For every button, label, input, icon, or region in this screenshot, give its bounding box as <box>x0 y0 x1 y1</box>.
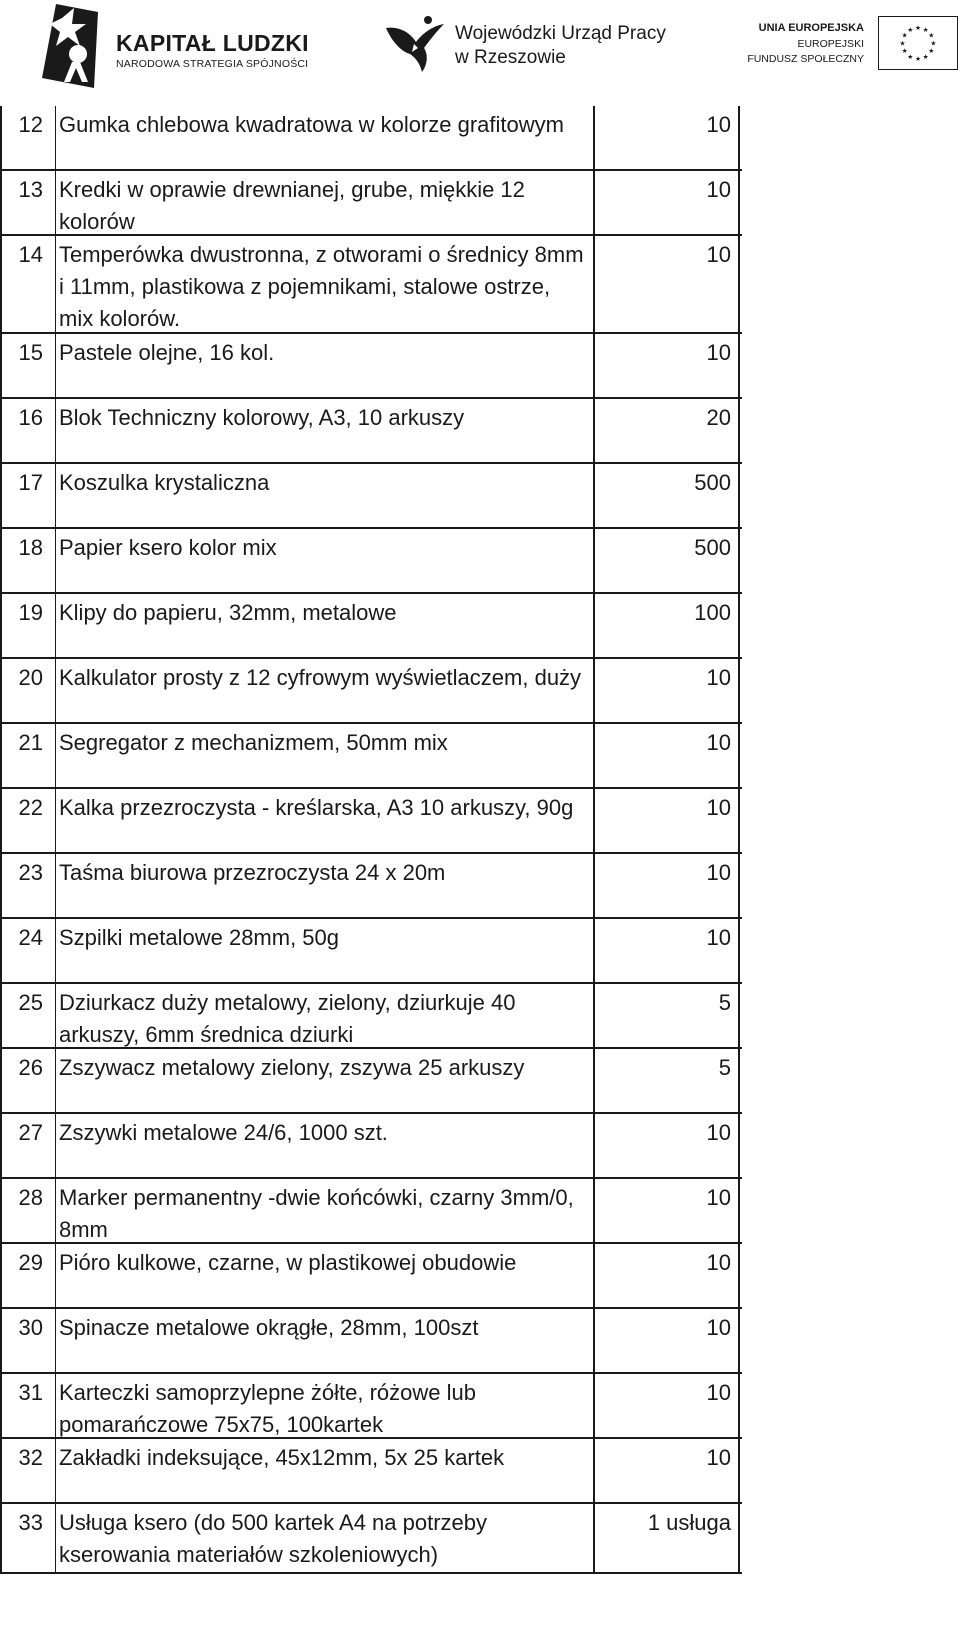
item-quantity: 5 <box>593 1049 740 1112</box>
item-number: 23 <box>0 854 55 917</box>
item-name: Marker permanentny -dwie końcówki, czarny 3mm/0, 8mm <box>55 1179 593 1242</box>
svg-text:★: ★ <box>901 32 908 40</box>
item-name: Zszywki metalowe 24/6, 1000 szt. <box>55 1114 593 1177</box>
kapital-ludzki-subtitle: NARODOWA STRATEGIA SPÓJNOŚCI <box>116 58 309 70</box>
table-row <box>0 1244 742 1309</box>
table-row <box>0 724 742 789</box>
item-quantity: 1 usługa <box>593 1504 740 1572</box>
table-row <box>0 236 742 334</box>
kapital-ludzki-emblem-icon <box>42 4 100 88</box>
item-number: 33 <box>0 1504 55 1572</box>
table-row <box>0 399 742 464</box>
item-name: Koszulka krystaliczna <box>55 464 593 527</box>
item-number: 16 <box>0 399 55 462</box>
svg-text:★: ★ <box>914 55 922 63</box>
table-body <box>0 106 742 1574</box>
table-row <box>0 1374 742 1439</box>
item-number: 15 <box>0 334 55 397</box>
item-number: 30 <box>0 1309 55 1372</box>
item-quantity: 10 <box>593 334 740 397</box>
item-quantity: 10 <box>593 1374 740 1437</box>
table-row <box>0 464 742 529</box>
wup-rzeszow-logo <box>384 14 684 80</box>
table-row <box>0 106 742 171</box>
item-number: 26 <box>0 1049 55 1112</box>
table-row <box>0 1049 742 1114</box>
svg-text:★: ★ <box>928 48 935 56</box>
kapital-ludzki-logo <box>40 4 340 88</box>
svg-text:★: ★ <box>930 40 937 48</box>
eu-flag-icon <box>878 16 958 70</box>
item-number: 28 <box>0 1179 55 1242</box>
item-quantity: 5 <box>593 984 740 1047</box>
item-quantity: 10 <box>593 854 740 917</box>
table-row <box>0 1309 742 1374</box>
item-number: 29 <box>0 1244 55 1307</box>
item-name: Temperówka dwustronna, z otworami o średnicy 8mm i 11mm, plastikowa z pojemnikami, stalowe ostrze, mix kolorów. <box>55 236 593 332</box>
item-quantity: 500 <box>593 464 740 527</box>
item-number: 20 <box>0 659 55 722</box>
item-number: 21 <box>0 724 55 787</box>
item-name: Pastele olejne, 16 kol. <box>55 334 593 397</box>
item-number: 27 <box>0 1114 55 1177</box>
svg-text:★: ★ <box>922 53 929 61</box>
item-quantity: 10 <box>593 659 740 722</box>
eu-logo <box>747 14 960 74</box>
item-number: 12 <box>0 106 55 169</box>
eu-title: UNIA EUROPEJSKA <box>758 22 864 34</box>
page-header <box>0 0 960 100</box>
item-number: 17 <box>0 464 55 527</box>
svg-text:★: ★ <box>914 25 922 32</box>
item-name: Kalka przezroczysta - kreślarska, A3 10 arkuszy, 90g <box>55 789 593 852</box>
item-name: Usługa ksero (do 500 kartek A4 na potrzeby kserowania materiałów szkoleniowych) <box>55 1504 593 1572</box>
item-number: 22 <box>0 789 55 852</box>
item-number: 14 <box>0 236 55 332</box>
svg-text:★: ★ <box>907 27 914 35</box>
item-name: Gumka chlebowa kwadratowa w kolorze grafitowym <box>55 106 593 169</box>
kapital-ludzki-title: KAPITAŁ LUDZKI <box>116 30 309 56</box>
item-number: 31 <box>0 1374 55 1437</box>
item-name: Papier ksero kolor mix <box>55 529 593 592</box>
item-name: Spinacze metalowe okrągłe, 28mm, 100szt <box>55 1309 593 1372</box>
wup-name-line1: Wojewódzki Urząd Pracy <box>455 23 666 44</box>
item-name: Kalkulator prosty z 12 cyfrowym wyświetlaczem, duży <box>55 659 593 722</box>
item-quantity: 10 <box>593 171 740 234</box>
item-number: 32 <box>0 1439 55 1502</box>
item-name: Dziurkacz duży metalowy, zielony, dziurkuje 40 arkuszy, 6mm średnica dziurki <box>55 984 593 1047</box>
table-row <box>0 854 742 919</box>
svg-text:★: ★ <box>907 53 914 61</box>
item-name: Karteczki samoprzylepne żółte, różowe lub pomarańczowe 75x75, 100kartek <box>55 1374 593 1437</box>
table-row <box>0 1114 742 1179</box>
item-name: Zszywacz metalowy zielony, zszywa 25 arkuszy <box>55 1049 593 1112</box>
item-quantity: 10 <box>593 236 740 332</box>
item-name: Szpilki metalowe 28mm, 50g <box>55 919 593 982</box>
item-quantity: 20 <box>593 399 740 462</box>
item-name: Segregator z mechanizmem, 50mm mix <box>55 724 593 787</box>
item-number: 19 <box>0 594 55 657</box>
bird-emblem-icon <box>384 14 446 74</box>
item-quantity: 10 <box>593 1179 740 1242</box>
item-quantity: 100 <box>593 594 740 657</box>
table-row <box>0 919 742 984</box>
table-row <box>0 171 742 236</box>
item-name: Zakładki indeksujące, 45x12mm, 5x 25 kartek <box>55 1439 593 1502</box>
item-name: Pióro kulkowe, czarne, w plastikowej obudowie <box>55 1244 593 1307</box>
table-row <box>0 1439 742 1504</box>
item-number: 25 <box>0 984 55 1047</box>
item-name: Blok Techniczny kolorowy, A3, 10 arkuszy <box>55 399 593 462</box>
item-name: Kredki w oprawie drewnianej, grube, miękkie 12 kolorów <box>55 171 593 234</box>
table-row <box>0 1179 742 1244</box>
item-quantity: 10 <box>593 789 740 852</box>
item-quantity: 10 <box>593 106 740 169</box>
item-number: 18 <box>0 529 55 592</box>
item-quantity: 500 <box>593 529 740 592</box>
eu-subtitle-line1: EUROPEJSKI <box>797 38 864 50</box>
table-row <box>0 789 742 854</box>
wup-name-line2: w Rzeszowie <box>455 47 566 68</box>
item-name: Klipy do papieru, 32mm, metalowe <box>55 594 593 657</box>
item-number: 13 <box>0 171 55 234</box>
svg-text:★: ★ <box>922 27 929 35</box>
item-quantity: 10 <box>593 919 740 982</box>
item-number: 24 <box>0 919 55 982</box>
item-quantity: 10 <box>593 1114 740 1177</box>
supplies-table <box>0 106 742 1574</box>
item-quantity: 10 <box>593 1244 740 1307</box>
item-quantity: 10 <box>593 724 740 787</box>
table-row <box>0 984 742 1049</box>
item-name: Taśma biurowa przezroczysta 24 x 20m <box>55 854 593 917</box>
table-row <box>0 334 742 399</box>
eu-subtitle-line2: FUNDUSZ SPOŁECZNY <box>747 53 864 65</box>
svg-text:★: ★ <box>928 32 935 40</box>
item-quantity: 10 <box>593 1309 740 1372</box>
item-quantity: 10 <box>593 1439 740 1502</box>
svg-text:★: ★ <box>901 48 908 56</box>
table-row <box>0 594 742 659</box>
svg-text:★: ★ <box>899 40 906 48</box>
table-row <box>0 659 742 724</box>
table-row <box>0 529 742 594</box>
table-row <box>0 1504 742 1574</box>
